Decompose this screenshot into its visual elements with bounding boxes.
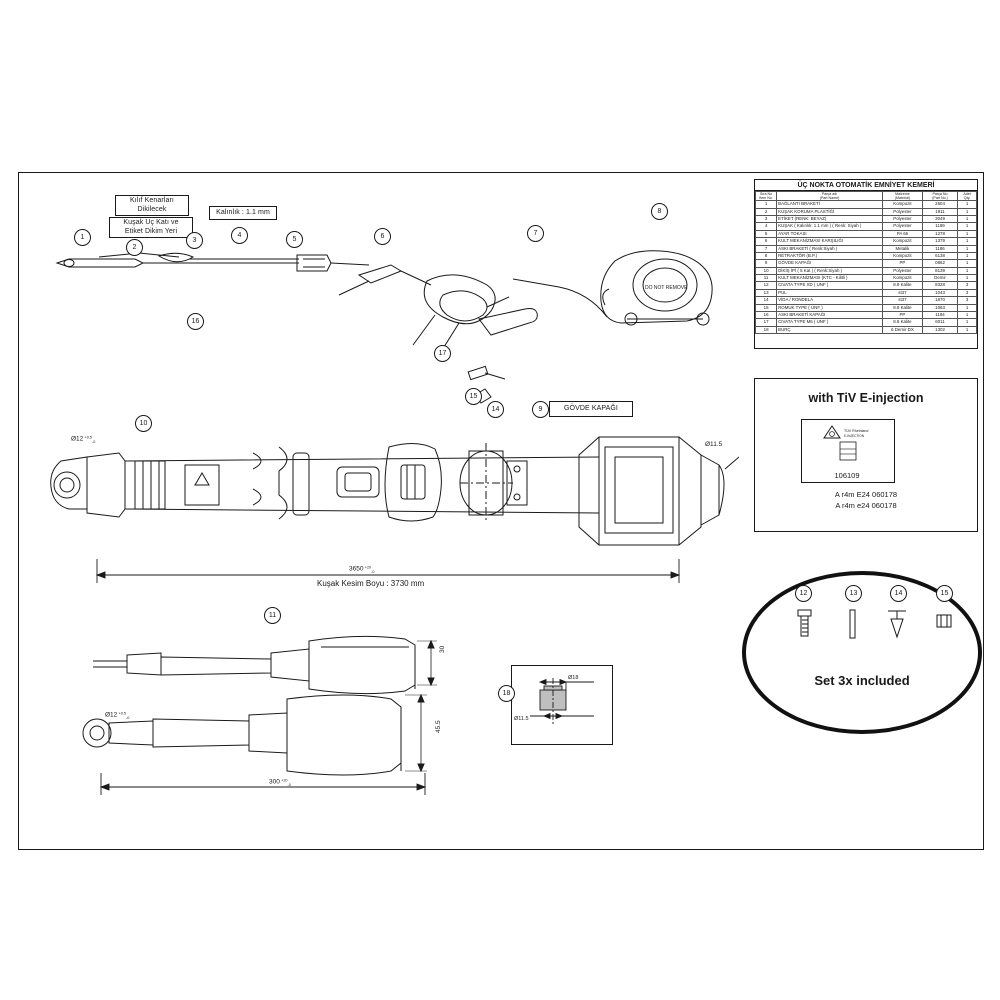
parts-table bbox=[754, 179, 978, 349]
table-cell: VİDA / RONDELA bbox=[777, 297, 883, 304]
bush-detail-box bbox=[511, 665, 613, 745]
table-cell: 1 bbox=[958, 252, 977, 259]
tiv-label-art bbox=[802, 420, 894, 466]
table-cell: ASKI BRAKETİ ( Renk:Siyah ) bbox=[777, 245, 883, 252]
table-row bbox=[756, 223, 977, 230]
th-qty: Adet Qty. bbox=[958, 192, 977, 201]
table-cell: 5 bbox=[756, 230, 777, 237]
table-cell: 6 Demir DX bbox=[882, 326, 922, 333]
table-row bbox=[756, 304, 977, 311]
balloon-6: 6 bbox=[374, 228, 391, 245]
table-row bbox=[756, 326, 977, 333]
svg-text:E-INJECTION: E-INJECTION bbox=[844, 434, 865, 438]
table-cell: CIVATA TYPE M6 ( UNF ) bbox=[777, 319, 883, 326]
balloon-18: 18 bbox=[498, 685, 515, 702]
table-cell: Kompozit bbox=[882, 238, 922, 245]
table-cell: Polyester bbox=[882, 216, 922, 223]
balloon-7: 7 bbox=[527, 225, 544, 242]
table-cell: st37 bbox=[882, 297, 922, 304]
lower-tongue-art bbox=[69, 623, 489, 783]
dim-main-length: 3650 $^{+20}_{-0}$ bbox=[349, 565, 375, 574]
table-cell: 1379 bbox=[922, 238, 957, 245]
table-cell: 12 bbox=[756, 282, 777, 289]
table-cell: 1194 bbox=[922, 311, 957, 318]
table-cell: 1 bbox=[958, 230, 977, 237]
table-row bbox=[756, 289, 977, 296]
table-cell: Kompozit bbox=[882, 252, 922, 259]
table-cell: 1 bbox=[958, 216, 977, 223]
th-part-no: Parça No (Part No.) bbox=[922, 192, 957, 201]
table-cell: 1 bbox=[958, 311, 977, 318]
table-row bbox=[756, 252, 977, 259]
table-cell: 1 bbox=[958, 223, 977, 230]
balloon-5: 5 bbox=[286, 231, 303, 248]
table-cell: st37 bbox=[882, 289, 922, 296]
table-cell: 1189 bbox=[922, 223, 957, 230]
table-cell: 10 bbox=[756, 267, 777, 274]
bush-inner-dim: Ø11.5 bbox=[514, 716, 529, 722]
table-row bbox=[756, 275, 977, 282]
dim-dia-right: Ø11.5 bbox=[705, 441, 723, 448]
table-cell: 1 bbox=[958, 275, 977, 282]
table-cell: PA 66 bbox=[882, 230, 922, 237]
table-cell: 3 bbox=[958, 289, 977, 296]
set-included-circle bbox=[742, 571, 982, 734]
table-cell: PP bbox=[882, 260, 922, 267]
table-cell: Polyester bbox=[882, 223, 922, 230]
table-header-row bbox=[756, 192, 977, 201]
table-cell: 2604 bbox=[922, 201, 957, 208]
balloon-9: 9 bbox=[532, 401, 549, 418]
th-material: Malzeme (Material) bbox=[882, 192, 922, 201]
balloon-14b: 14 bbox=[487, 401, 504, 418]
table-cell: 1 bbox=[958, 238, 977, 245]
main-dimension-line bbox=[39, 559, 739, 597]
table-cell: KUŞAK ( Kalınlık: 1.1 mm ) ( Renk: Siyah ) bbox=[777, 223, 883, 230]
table-cell: 8.8 Kalite bbox=[882, 304, 922, 311]
table-row bbox=[756, 311, 977, 318]
table-cell: Polyester bbox=[882, 267, 922, 274]
table-row bbox=[756, 245, 977, 252]
table-cell: 1 bbox=[958, 319, 977, 326]
tiv-approvals bbox=[755, 489, 977, 512]
note-belt-label-place-text: Kuşak Uç Katı ve Etiket Dikim Yeri bbox=[123, 219, 179, 235]
table-cell: 1186 bbox=[922, 245, 957, 252]
table-cell: 8139 bbox=[922, 267, 957, 274]
table-cell: 14 bbox=[756, 297, 777, 304]
table-cell: 0862 bbox=[922, 260, 957, 267]
table-cell: 2 bbox=[756, 208, 777, 215]
table-cell: 1 bbox=[958, 267, 977, 274]
table-row bbox=[756, 319, 977, 326]
table-cell: 1 bbox=[958, 208, 977, 215]
table-cell: 8 bbox=[756, 252, 777, 259]
table-cell: 6011 bbox=[922, 319, 957, 326]
parts-table-title: ÜÇ NOKTA OTOMATİK EMNİYET KEMERİ bbox=[755, 180, 977, 191]
table-cell: Polyester bbox=[882, 208, 922, 215]
dim-dia-left-top: Ø12 $^{+0.5}_{-0}$ bbox=[71, 435, 96, 444]
table-cell: RETRAKTÖR (B.P.) bbox=[777, 252, 883, 259]
drawing-sheet bbox=[18, 172, 984, 850]
table-cell: KULT MEKANİZMASI (KTC - Kilitli ) bbox=[777, 275, 883, 282]
svg-text:TÜV Rheinland: TÜV Rheinland bbox=[844, 429, 869, 433]
note-body-cover-text: GÖVDE KAPAĞI bbox=[564, 404, 618, 412]
table-cell: 15 bbox=[756, 304, 777, 311]
retractor-note-text: DO NOT REMOVE bbox=[645, 285, 688, 291]
table-cell: 1043 bbox=[922, 289, 957, 296]
table-cell: ASKI BRAKETİ KAPAĞI bbox=[777, 311, 883, 318]
table-row bbox=[756, 201, 977, 208]
table-cell: Metalik bbox=[882, 245, 922, 252]
table-cell: BURÇ bbox=[777, 326, 883, 333]
dim-buckle-length: 300 $^{+20}_{-0}$ bbox=[269, 778, 291, 787]
table-row bbox=[756, 282, 977, 289]
table-row bbox=[756, 297, 977, 304]
balloon-15b: 15 bbox=[465, 388, 482, 405]
tiv-approval-line-2: A r4m e24 060178 bbox=[835, 501, 897, 511]
dim-tongue-height: 30 bbox=[439, 645, 446, 653]
table-row bbox=[756, 267, 977, 274]
table-cell: 1302 bbox=[922, 326, 957, 333]
table-cell: 1 bbox=[958, 326, 977, 333]
table-cell: 8.8 Kalite bbox=[882, 282, 922, 289]
table-cell: Kompozit bbox=[882, 201, 922, 208]
table-cell: 16 bbox=[756, 311, 777, 318]
table-row bbox=[756, 208, 977, 215]
tiv-einjection-box bbox=[754, 378, 978, 532]
note-thickness bbox=[209, 206, 277, 220]
balloon-3: 3 bbox=[186, 232, 203, 249]
table-cell: GÖVDE KAPAĞI bbox=[777, 260, 883, 267]
table-cell: PP bbox=[882, 311, 922, 318]
table-cell: 1 bbox=[958, 260, 977, 267]
table-cell: PUL bbox=[777, 289, 883, 296]
table-cell: 7 bbox=[756, 245, 777, 252]
note-label-edges bbox=[115, 195, 189, 216]
table-cell: KUŞAK KORUMA PLASTİĞİ bbox=[777, 208, 883, 215]
table-cell: 1870 bbox=[922, 297, 957, 304]
table-cell: Kompozit bbox=[882, 275, 922, 282]
table-cell: Demir bbox=[922, 275, 957, 282]
balloon-4: 4 bbox=[231, 227, 248, 244]
table-row bbox=[756, 230, 977, 237]
balloon-8: 8 bbox=[651, 203, 668, 220]
table-cell: BAĞLANTI BRAKETİ bbox=[777, 201, 883, 208]
balloon-11: 11 bbox=[264, 607, 281, 624]
table-cell: 3 bbox=[958, 297, 977, 304]
table-cell: 13 bbox=[756, 289, 777, 296]
th-item-no: Sıra No Item No. bbox=[756, 192, 777, 201]
belt-cut-length-note: Kuşak Kesim Boyu : 3730 mm bbox=[317, 579, 425, 588]
table-cell: 1 bbox=[958, 245, 977, 252]
tiv-title: with TiV E-injection bbox=[808, 391, 924, 405]
balloon-17: 17 bbox=[434, 345, 451, 362]
table-cell: 8328 bbox=[922, 282, 957, 289]
table-cell: 1 bbox=[958, 304, 977, 311]
table-cell: 3 bbox=[958, 282, 977, 289]
balloon-12: 12 bbox=[795, 585, 812, 602]
table-row bbox=[756, 238, 977, 245]
bush-outer-dim: Ø18 bbox=[568, 675, 579, 681]
table-cell: 3049 bbox=[922, 216, 957, 223]
bush-detail-art bbox=[512, 666, 612, 744]
th-part-name: Parça adı (Part Name) bbox=[777, 192, 883, 201]
balloon-16: 16 bbox=[187, 313, 204, 330]
table-cell: 17 bbox=[756, 319, 777, 326]
note-thickness-text: Kalınlık : 1.1 mm bbox=[216, 208, 270, 216]
table-cell: 1 bbox=[756, 201, 777, 208]
table-cell: DİKİŞ İPİ ( 5 Kat ) ( Renk:Siyah ) bbox=[777, 267, 883, 274]
table-cell: 6 bbox=[756, 238, 777, 245]
table-cell: AYAR TOKASI bbox=[777, 230, 883, 237]
main-assembly-art bbox=[39, 413, 739, 573]
dim-buckle-height: 45.5 bbox=[435, 720, 442, 733]
balloon-14: 14 bbox=[890, 585, 907, 602]
tiv-approval-line-1: A r4m E24 060178 bbox=[834, 490, 898, 499]
table-cell: 4 bbox=[756, 223, 777, 230]
table-cell: 18 bbox=[756, 326, 777, 333]
table-row bbox=[756, 260, 977, 267]
table-cell: 3 bbox=[756, 216, 777, 223]
set-caption: Set 3x included bbox=[814, 673, 910, 688]
balloon-10: 10 bbox=[135, 415, 152, 432]
table-cell: 1 bbox=[958, 201, 977, 208]
table-cell: CIVATA TYPE XD ( UNF ) bbox=[777, 282, 883, 289]
table-cell: 1063 bbox=[922, 304, 957, 311]
table-cell: 9 bbox=[756, 260, 777, 267]
note-label-edges-text: Kılıf Kenarları Dikilecek bbox=[130, 197, 174, 213]
parts-table-grid bbox=[755, 191, 977, 334]
table-cell: 1278 bbox=[922, 230, 957, 237]
tiv-code: 106109 bbox=[834, 471, 860, 480]
balloon-13: 13 bbox=[845, 585, 862, 602]
table-cell: ETİKET (RENK: BEYAZ) bbox=[777, 216, 883, 223]
table-cell: 11 bbox=[756, 275, 777, 282]
table-cell: ROMUK TYPE ( UNF ) bbox=[777, 304, 883, 311]
table-cell: 1911 bbox=[922, 208, 957, 215]
balloon-2: 2 bbox=[126, 239, 143, 256]
dim-dia-lower-left: Ø12 $^{+0.5}_{-0}$ bbox=[105, 711, 130, 720]
table-cell: 6138 bbox=[922, 252, 957, 259]
table-cell: 8.8 Kalite bbox=[882, 319, 922, 326]
balloon-1: 1 bbox=[74, 229, 91, 246]
balloon-15: 15 bbox=[936, 585, 953, 602]
note-belt-label-place bbox=[109, 217, 193, 238]
table-cell: KULT MEKANİZMASI KARŞILIĞI bbox=[777, 238, 883, 245]
table-row bbox=[756, 216, 977, 223]
